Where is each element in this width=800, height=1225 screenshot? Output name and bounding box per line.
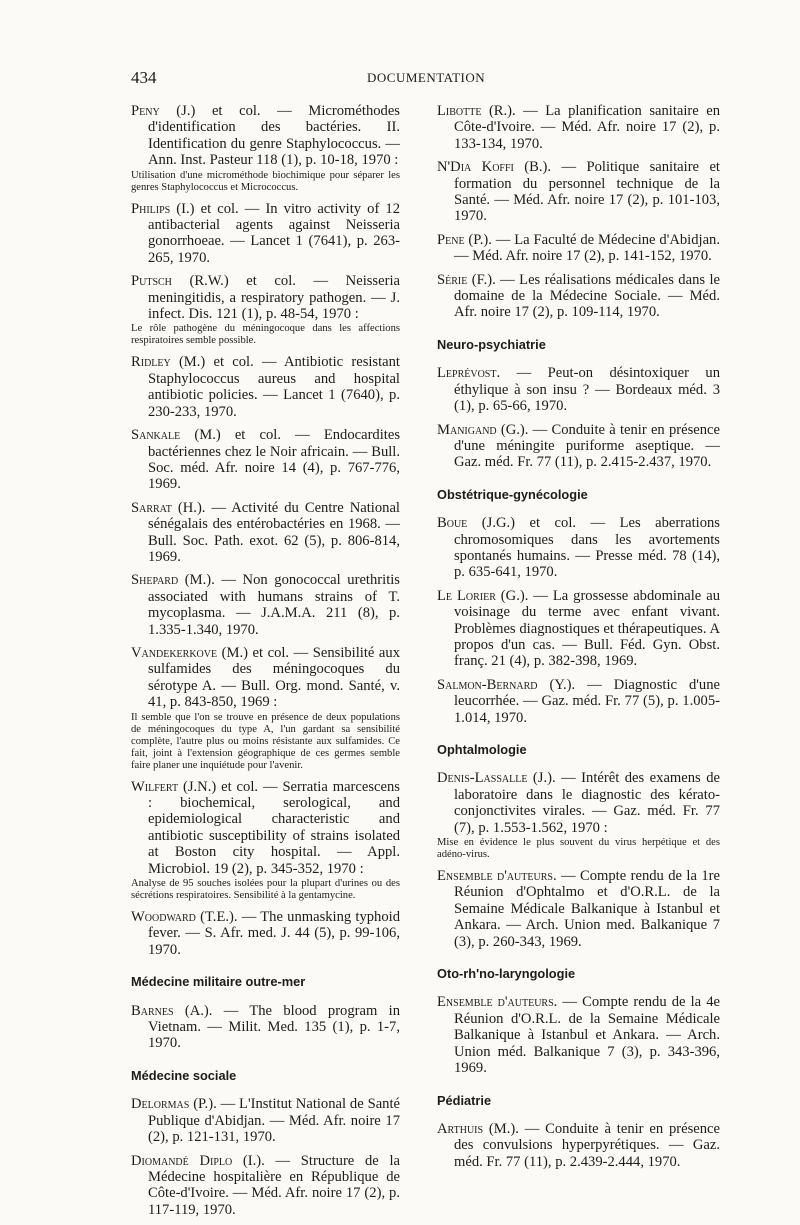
entry-author: Boue — [437, 515, 468, 532]
entry-citation: (I.). — Structure de la Médecine hospitalière en République de Côte-d'Ivoire. — Méd. Afr. noire 17 (2), p. 117-119, 1970. — [148, 1152, 400, 1218]
entry-citation: (R.W.) et col. — Neisseria meningitidis, a respiratory pathogen. — J. infect. Dis. 121 (1), p. 48-54, 1970 : — [148, 273, 400, 323]
entry-author: Peny — [131, 103, 160, 119]
reference-entry — [131, 500, 400, 566]
entry-citation: (J.G.) et col. — Les aberrations chromosomiques dans les avortements spontanés humains. — Presse méd. 78 (14), p. 635-641, 1970. — [454, 515, 720, 581]
running-title: DOCUMENTATION — [367, 70, 486, 85]
entry-list — [437, 994, 720, 1076]
entry-author: Série — [437, 271, 468, 288]
reference-entry — [437, 515, 720, 581]
reference-entry — [131, 779, 400, 902]
section-heading-oto-rhino: Oto-rh'no-laryngologie — [437, 966, 576, 982]
entry-author: Woodward — [131, 909, 196, 926]
entry-author: Barnes — [131, 1002, 174, 1019]
entry-list — [131, 103, 400, 958]
entry-citation: (M.) et col. — Sensibilité aux sulfamides des méningocoques du sérotype A. — Bull. Org. mond. Santé, v. 41, p. 843-850, 1969 : — [148, 644, 400, 711]
entry-citation: (F.). — Les réalisations médicales dans le domaine de la Médecine Sociale. — Méd. Afr. noire 17 (2), p. 109-114, 1970. — [454, 271, 720, 321]
section-heading-pediatrie: Pédiatrie — [437, 1092, 492, 1108]
reference-entry — [131, 201, 400, 267]
section-heading-obstetrique: Obstétrique-gynécologie — [437, 486, 588, 502]
section-heading-ophtalmologie: Ophtalmologie — [437, 742, 527, 757]
entry-author: Vandekerkove — [131, 644, 218, 661]
reference-entry — [437, 365, 720, 414]
entry-citation: (I.) et col. — In vitro activity of 12 antibacterial agents against Neisseria gonorrhoeae. — Lancet 1 (7641), p. 263-265, 1970. — [148, 200, 400, 266]
entry-citation: (J.). — Intérêt des examens de laboratoire dans le diagnostic des kérato-conjonctivites virales. — Gaz. méd. Fr. 77 (7), p. 1.553-1.562, 1970 : — [454, 770, 720, 836]
entry-citation: (G.). — Conduite à tenir en présence d'une méningite puriforme aseptique. — Gaz. méd. Fr. 77 (11), p. 2.415-2.437, 1970. — [454, 421, 720, 471]
entry-author: Sankale — [131, 427, 181, 444]
reference-entry — [131, 1003, 400, 1052]
entry-citation: (M.). — Non gonococcal urethritis associated with humans strains of T. mycoplasma. — J.A.M.A. 211 (8), p. 1.335-1.340, 1970. — [148, 572, 400, 638]
entry-citation: (T.E.). — The unmasking typhoid fever. — S. Afr. med. J. 44 (5), p. 99-106, 1970. — [148, 909, 400, 958]
entry-author: Pene — [437, 231, 465, 248]
entry-list — [437, 770, 720, 950]
entry-annotation: Utilisation d'une microméthode biochimique pour séparer les genres Staphylococcus et Micrococcus. — [131, 169, 400, 193]
reference-entry — [437, 272, 720, 321]
entry-list — [437, 1121, 720, 1170]
entry-citation: (M.) et col. — Antibiotic resistant Staphylococcus aureus and hospital antibiotic policies. — Lancet 1 (7640), p. 230-233, 1970. — [148, 354, 400, 420]
reference-entry — [131, 572, 400, 638]
entry-author: Delormas — [131, 1096, 190, 1113]
entry-citation: (Y.). — Diagnostic d'une leucorrhée. — Gaz. méd. Fr. 77 (5), p. 1.005-1.014, 1970. — [454, 676, 720, 726]
reference-entry — [437, 103, 720, 152]
reference-entry — [437, 868, 720, 950]
section-heading-medecine-militaire: Médecine militaire outre-mer — [131, 974, 306, 990]
entry-annotation: Le rôle pathogène du méningocoque dans les affections respiratoires semble possible. — [131, 323, 400, 347]
entry-author: Ridley — [131, 354, 171, 371]
entry-citation: (A.). — The blood program in Vietnam. — Milit. Med. 135 (1), p. 1-7, 1970. — [148, 1002, 400, 1052]
reference-entry — [131, 273, 400, 347]
entry-author: Salmon-Bernard — [437, 676, 538, 693]
entry-citation: (H.). — Activité du Centre National sénégalais des entérobactéries en 1968. — Bull. Soc. Path. exot. 62 (5), p. 806-814, 1969. — [148, 499, 400, 565]
entry-author: Ensemble d'auteurs — [437, 868, 553, 885]
entry-author: Wilfert — [131, 778, 179, 795]
entry-author: Arthuis — [437, 1120, 484, 1137]
entry-list — [437, 103, 720, 321]
entry-citation: . — Peut-on désintoxiquer un éthylique à son insu ? — Bordeaux méd. 3 (1), p. 65-66, 1970. — [454, 365, 720, 415]
reference-entry — [131, 427, 400, 493]
entry-citation: (J.N.) et col. — Serratia marcescens : biochemical, serological, and epidemiological characteristic and antibiotic susceptibility of strains isolated at Boston city hospital. — Appl. Microbiol. 19 (2), p. 345-352, 1970 : — [148, 778, 400, 877]
reference-entry — [437, 994, 720, 1076]
entry-annotation: Analyse de 95 souches isolées pour la plupart d'urines ou des sécrétions respiratoires. Sensibilité à la gentamycine. — [131, 878, 400, 902]
right-column — [437, 103, 720, 1177]
reference-entry — [437, 232, 720, 265]
entry-citation: (P.). — La Faculté de Médecine d'Abidjan. — Méd. Afr. noire 17 (2), p. 141-152, 1970. — [454, 231, 720, 265]
entry-citation: (M.) et col. — Endocardites bactériennes chez le Noir africain. — Bull. Soc. méd. Afr. noire 14 (4), p. 767-776, 1969. — [148, 427, 400, 493]
entry-author: Putsch — [131, 273, 172, 290]
reference-entry — [437, 159, 720, 225]
entry-author: Denis-Lassalle — [437, 770, 528, 787]
reference-entry — [437, 677, 720, 726]
entry-citation: (P.). — L'Institut National de Santé Publique d'Abidjan. — Méd. Afr. noire 17 (2), p. 121-131, 1970. — [148, 1096, 400, 1146]
reference-entry — [131, 354, 400, 420]
entry-list — [131, 1096, 400, 1218]
entry-citation: (G.). — La grossesse abdominale au voisinage du terme avec enfant vivant. Problèmes diagnostiques et thérapeutiques. A propos d'un cas. — Bull. Féd. Gyn. Obst. franç. 21 (4), p. 382-398, 1969. — [454, 587, 720, 670]
entry-author: Sarrat — [131, 499, 172, 516]
entry-author: N'Dia Koffi — [437, 159, 514, 176]
entry-list — [437, 365, 720, 470]
reference-entry — [437, 1121, 720, 1170]
entry-author: Manigand — [437, 421, 497, 438]
entry-annotation: Mise en évidence le plus souvent du virus herpétique et des adéno-virus. — [437, 837, 720, 861]
entry-author: Shepard — [131, 572, 179, 589]
entry-author: Le Lorier — [437, 587, 496, 604]
entry-author: Libotte — [437, 103, 482, 119]
entry-author: Diomandé Diplo — [131, 1152, 233, 1169]
section-heading-medecine-sociale: Médecine sociale — [131, 1067, 237, 1083]
entry-author: Ensemble d'auteurs — [437, 994, 554, 1011]
entry-citation: (R.). — La planification sanitaire en Côte-d'Ivoire. — Méd. Afr. noire 17 (2), p. 133-134, 1970. — [454, 103, 720, 152]
entry-citation: (M.). — Conduite à tenir en présence des convulsions hyperpyrétiques. — Gaz. méd. Fr. 77 (11), p. 2.439-2.444, 1970. — [454, 1120, 720, 1170]
entry-citation: . — Compte rendu de la 4e Réunion d'O.R.L. de la Semaine Médicale Balkanique à Istanbul et Ankara. — Arch. Union méd. Balkanique 7 (3), p. 343-396, 1969. — [454, 994, 721, 1077]
section-heading-neuro-psychiatrie: Neuro-psychiatrie — [437, 336, 546, 352]
entry-annotation: Il semble que l'on se trouve en présence de deux populations de méningocoques du type A, l'un gardant sa sensibilité complète, l'autre plus ou moins résistante aux sulfamides. Ce fait, joint à l'extension géographique de ces germes semble faire planer une inquiétude pour l'avenir. — [131, 711, 400, 771]
left-column — [131, 103, 400, 1225]
entry-citation: (B.). — Politique sanitaire et formation du personnel technique de la Santé. — Méd. Afr. noire 17 (2), p. 101-103, 1970. — [454, 159, 720, 225]
reference-entry — [437, 422, 720, 471]
reference-entry — [131, 103, 400, 194]
entry-list — [437, 515, 720, 726]
entry-citation: (J.) et col. — Microméthodes d'identification des bactéries. II. Identification du genre Staphylococcus. — Ann. Inst. Pasteur 118 (1), p. 10-18, 1970 : — [148, 103, 400, 169]
reference-entry — [131, 909, 400, 958]
reference-entry — [437, 770, 720, 861]
reference-entry — [131, 645, 400, 772]
entry-citation: . — Compte rendu de la 1re Réunion d'Ophtalmo et d'O.R.L. de la Semaine Médicale Balkanique à Istanbul et Ankara. — Arch. Union med. Balkanique 7 (3), p. 260-343, 1969. — [454, 868, 720, 950]
entry-author: Philips — [131, 200, 171, 217]
reference-entry — [131, 1096, 400, 1145]
reference-entry — [437, 588, 720, 670]
entry-list — [131, 1003, 400, 1052]
page-header — [0, 68, 800, 92]
reference-entry — [131, 1153, 400, 1219]
entry-author: Leprévost — [437, 365, 497, 382]
page-number: 434 — [131, 68, 157, 87]
